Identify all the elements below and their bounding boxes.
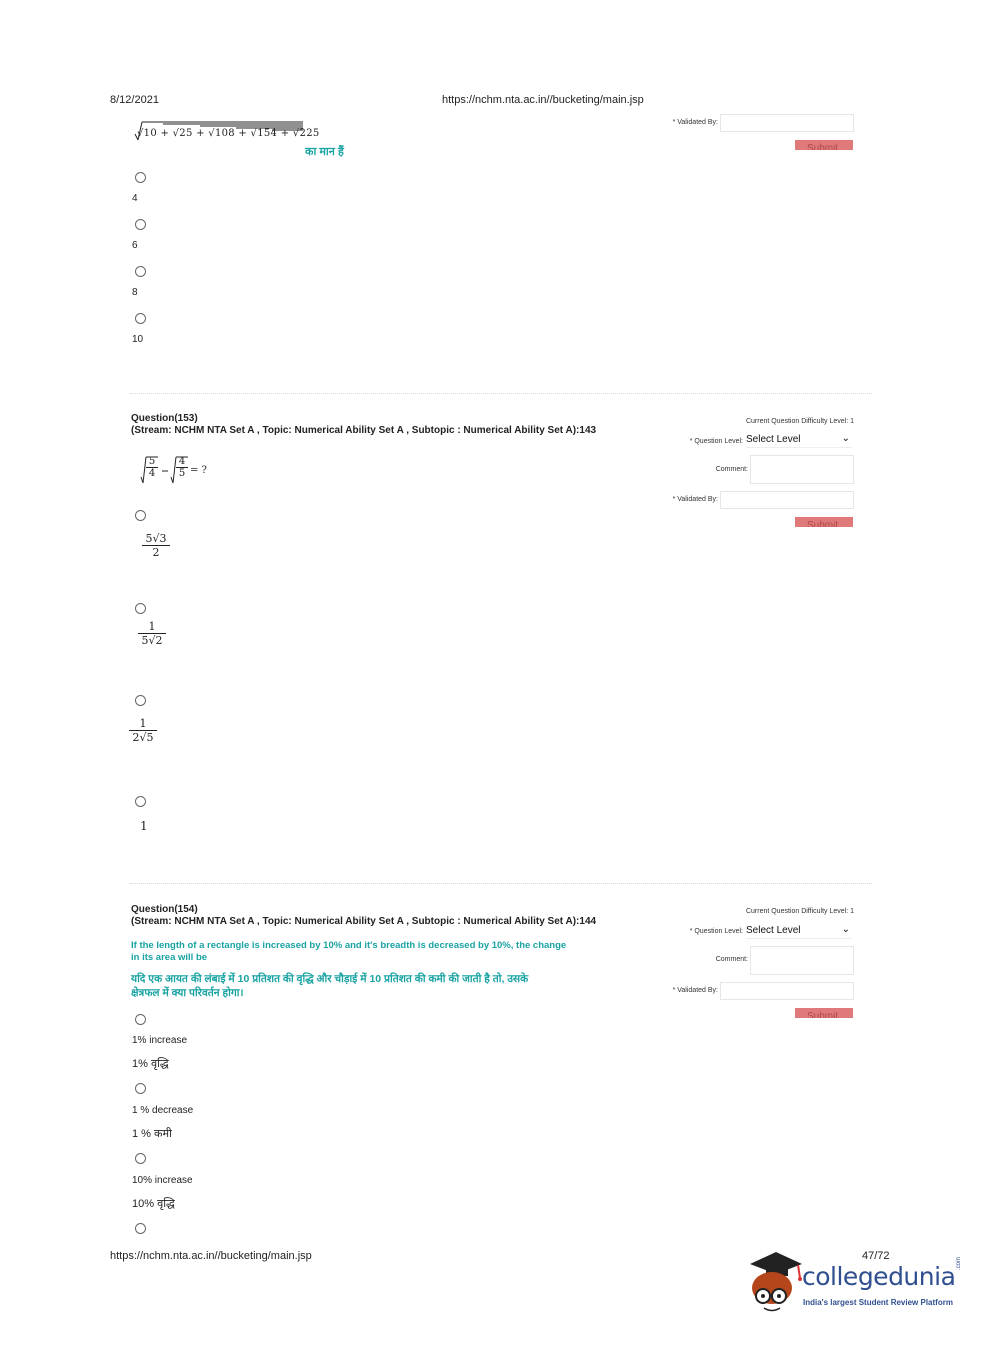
q153-validated-by-input[interactable] bbox=[720, 491, 854, 509]
q153-validated-by-label: * Validated By: bbox=[672, 496, 718, 503]
q152-option-1: 4 bbox=[132, 193, 138, 204]
q154-hindi-line1: यदि एक आयत की लंबाई में 10 प्रतिशत की वृद्धि और चौड़ाई में 10 प्रतिशत की कमी की जाती है तो, उसके bbox=[131, 973, 529, 985]
q152-option-3: 8 bbox=[132, 287, 138, 298]
q154-submit-button[interactable] bbox=[795, 1008, 853, 1018]
q154-validated-by-input[interactable] bbox=[720, 982, 854, 1000]
q154-submit-label: Submit bbox=[807, 1011, 839, 1018]
q154-select-level-value: Select Level bbox=[746, 925, 801, 936]
q154-validated-by-label: * Validated By: bbox=[672, 987, 718, 994]
q154-stream: (Stream: NCHM NTA Set A , Topic: Numerical Ability Set A , Subtopic : Numerical Ability Set A):144 bbox=[131, 916, 597, 927]
q153-comment-label: Comment: bbox=[715, 466, 748, 473]
q154-option-3-en: 10% increase bbox=[132, 1175, 193, 1186]
q152-validated-by-label: * Validated By: bbox=[672, 119, 718, 126]
q154-option-4-radio[interactable] bbox=[135, 1223, 146, 1234]
q153-expr-a-den: 4 bbox=[148, 468, 156, 479]
q154-english-line1: If the length of a rectangle is increased by 10% and it's breadth is decreased by 10%, the change bbox=[131, 940, 567, 951]
q153-question-level-label: * Question Level: bbox=[689, 438, 743, 445]
q152-validated-by-input[interactable] bbox=[720, 114, 854, 132]
q153-question-level-select[interactable] bbox=[746, 434, 852, 448]
q153-option-3-num: 1 bbox=[129, 717, 157, 731]
q153-expression bbox=[140, 455, 220, 491]
chevron-down-icon: ⌄ bbox=[841, 433, 850, 444]
brand-name: collegedunia bbox=[802, 1262, 956, 1291]
q154-option-1-hi: 1% वृद्धि bbox=[132, 1058, 169, 1070]
mascot-icon bbox=[742, 1250, 804, 1316]
separator bbox=[130, 883, 872, 884]
q153-option-2-num: 1 bbox=[138, 620, 166, 634]
q154-hindi-line2: क्षेत्रफल में क्या परिवर्तन होगा। bbox=[131, 987, 244, 999]
q154-difficulty: Current Question Difficulty Level: 1 bbox=[745, 908, 854, 915]
q153-expr-b-num: 4 bbox=[176, 456, 188, 468]
q153-option-1 bbox=[142, 532, 170, 559]
q153-option-2-den: 5√2 bbox=[141, 634, 163, 647]
q152-option-4: 10 bbox=[132, 334, 144, 345]
q152-option-2: 6 bbox=[132, 240, 138, 251]
q152-expression-text: √10 + √25 + √108 + √154 + √225 bbox=[137, 128, 320, 139]
q152-submit-label: Submit bbox=[807, 143, 839, 150]
q152-option-3-radio[interactable] bbox=[135, 266, 146, 277]
q154-option-2-radio[interactable] bbox=[135, 1083, 146, 1094]
q154-question-level-select[interactable] bbox=[746, 925, 852, 939]
separator bbox=[130, 393, 872, 394]
chevron-down-icon: ⌄ bbox=[841, 924, 850, 935]
q154-option-2-en: 1 % decrease bbox=[132, 1105, 194, 1116]
q154-title: Question(154) bbox=[131, 904, 198, 915]
q153-option-1-radio[interactable] bbox=[135, 510, 146, 521]
collegedunia-logo bbox=[742, 1250, 972, 1320]
q152-hindi-suffix: का मान हैं bbox=[305, 146, 344, 158]
q153-option-2 bbox=[138, 620, 166, 647]
q152-expression bbox=[133, 118, 320, 151]
q154-option-1-en: 1% increase bbox=[132, 1035, 188, 1046]
q153-option-1-num: 5√3 bbox=[142, 532, 170, 546]
q153-difficulty: Current Question Difficulty Level: 1 bbox=[745, 418, 854, 425]
q153-expr-b-den: 5 bbox=[178, 468, 186, 479]
q152-option-1-radio[interactable] bbox=[135, 172, 146, 183]
q153-option-4: 1 bbox=[140, 819, 148, 833]
brand-tagline: India's largest Student Review Platform bbox=[803, 1298, 953, 1307]
q153-submit-button[interactable] bbox=[795, 517, 853, 527]
q153-expr-a-num: 5 bbox=[146, 456, 158, 468]
q154-option-3-radio[interactable] bbox=[135, 1153, 146, 1164]
q152-option-2-radio[interactable] bbox=[135, 219, 146, 230]
q154-question-level-label: * Question Level: bbox=[689, 928, 743, 935]
q153-option-1-den: 2 bbox=[152, 546, 160, 559]
page-number: 47/72 bbox=[862, 1250, 890, 1262]
q154-option-1-radio[interactable] bbox=[135, 1014, 146, 1025]
q152-submit-button[interactable] bbox=[795, 140, 853, 150]
q153-expr-tail: = ? bbox=[190, 465, 207, 476]
q153-option-3-den: 2√5 bbox=[132, 731, 154, 744]
q154-option-2-hi: 1 % कमी bbox=[132, 1128, 172, 1140]
q153-select-level-value: Select Level bbox=[746, 434, 801, 445]
q153-stream: (Stream: NCHM NTA Set A , Topic: Numerical Ability Set A , Subtopic : Numerical Ability Set A):143 bbox=[131, 425, 597, 436]
q153-submit-label: Submit bbox=[807, 520, 839, 527]
brand-com: .com bbox=[956, 1256, 962, 1270]
print-url: https://nchm.nta.ac.in//bucketing/main.jsp bbox=[442, 94, 644, 106]
q154-comment-input[interactable] bbox=[750, 946, 854, 975]
q153-expr-frac-b bbox=[176, 456, 188, 479]
q152-option-4-radio[interactable] bbox=[135, 313, 146, 324]
q153-option-3-radio[interactable] bbox=[135, 695, 146, 706]
q154-comment-label: Comment: bbox=[715, 956, 748, 963]
q153-option-4-radio[interactable] bbox=[135, 796, 146, 807]
q153-option-2-radio[interactable] bbox=[135, 603, 146, 614]
q153-comment-input[interactable] bbox=[750, 455, 854, 484]
q153-title: Question(153) bbox=[131, 413, 198, 424]
q154-option-3-hi: 10% वृद्धि bbox=[132, 1198, 175, 1210]
q154-english-line2: in its area will be bbox=[131, 952, 208, 963]
footer-url: https://nchm.nta.ac.in//bucketing/main.jsp bbox=[110, 1250, 312, 1262]
q153-expr-frac-a bbox=[146, 456, 158, 479]
print-date: 8/12/2021 bbox=[110, 94, 159, 106]
q153-option-3 bbox=[129, 717, 157, 744]
